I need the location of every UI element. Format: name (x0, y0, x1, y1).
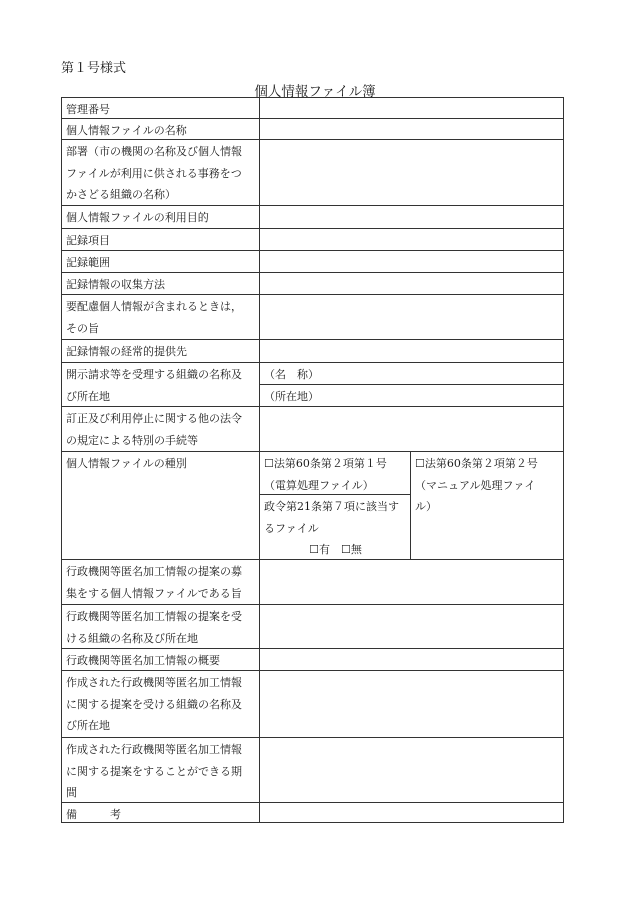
label-biko: 備 考 (61, 802, 260, 823)
label-tokumei-gaiyo: 行政機関等匿名加工情報の概要 (61, 648, 260, 671)
field-kiroku-hani[interactable] (259, 250, 564, 273)
field-teisei[interactable] (259, 406, 564, 452)
field-tokumei-gaiyo[interactable] (259, 648, 564, 671)
label-teisei: 訂正及び利用停止に関する他の法令 の規定による特別の手続等 (61, 406, 260, 452)
label-tokumei-soshiki: 行政機関等匿名加工情報の提案を受 ける組織の名称及び所在地 (61, 604, 260, 649)
field-riyo-mokuteki[interactable] (259, 205, 564, 229)
label-file-name: 個人情報ファイルの名称 (61, 118, 260, 140)
seirei-cell: 政令第21条第７項に該当す るファイル ☐有 ☐無 (259, 494, 411, 560)
label-kiroku-hani: 記録範囲 (61, 250, 260, 273)
field-kanri-bango[interactable] (259, 97, 564, 119)
field-shushu-hoho[interactable] (259, 272, 564, 295)
field-yohairyo[interactable] (259, 294, 564, 340)
label-busho: 部署（市の機関の名称及び個人情報 ファイルが利用に供される事務をつ かさどる組織の名称） (61, 139, 260, 206)
label-kanri-bango: 管理番号 (61, 97, 260, 119)
seirei-choice[interactable]: ☐有 ☐無 (309, 543, 362, 556)
register-form-table (61, 97, 564, 823)
field-sakusei-kikan[interactable] (259, 737, 564, 803)
page-title: 個人情報ファイル簿 (254, 84, 376, 100)
label-kiroku-komoku: 記録項目 (61, 228, 260, 251)
label-sakusei-kikan: 作成された行政機関等匿名加工情報 に関する提案をすることができる期 間 (61, 737, 260, 803)
option-shubetsu-manual[interactable]: ☐法第60条第２項第２号 （マニュアル処理ファイ ル） (410, 451, 564, 560)
label-shubetsu: 個人情報ファイルの種別 (61, 451, 260, 560)
field-tokumei-soshiki[interactable] (259, 604, 564, 649)
field-kaiji-address[interactable]: （所在地） (259, 384, 564, 407)
label-yohairyo: 要配慮個人情報が含まれるときは， その旨 (61, 294, 260, 340)
form-number: 第１号様式 (61, 61, 127, 76)
field-busho[interactable] (259, 139, 564, 206)
field-file-name[interactable] (259, 118, 564, 140)
option-shubetsu-densan[interactable]: ☐法第60条第２項第１号 （電算処理ファイル） (259, 451, 411, 495)
label-sakusei-soshiki: 作成された行政機関等匿名加工情報 に関する提案を受ける組織の名称及 び所在地 (61, 670, 260, 738)
label-shushu-hoho: 記録情報の収集方法 (61, 272, 260, 295)
field-kaiji-name[interactable]: （名 称） (259, 362, 564, 385)
label-kaiji: 開示請求等を受理する組織の名称及 び所在地 (61, 362, 260, 407)
label-tokumei-boshu: 行政機関等匿名加工情報の提案の募 集をする個人情報ファイルである旨 (61, 559, 260, 605)
field-biko[interactable] (259, 802, 564, 823)
field-kiroku-komoku[interactable] (259, 228, 564, 251)
field-tokumei-boshu[interactable] (259, 559, 564, 605)
label-riyo-mokuteki: 個人情報ファイルの利用目的 (61, 205, 260, 229)
field-teikyosaki[interactable] (259, 339, 564, 363)
field-sakusei-soshiki[interactable] (259, 670, 564, 738)
label-teikyosaki: 記録情報の経常的提供先 (61, 339, 260, 363)
